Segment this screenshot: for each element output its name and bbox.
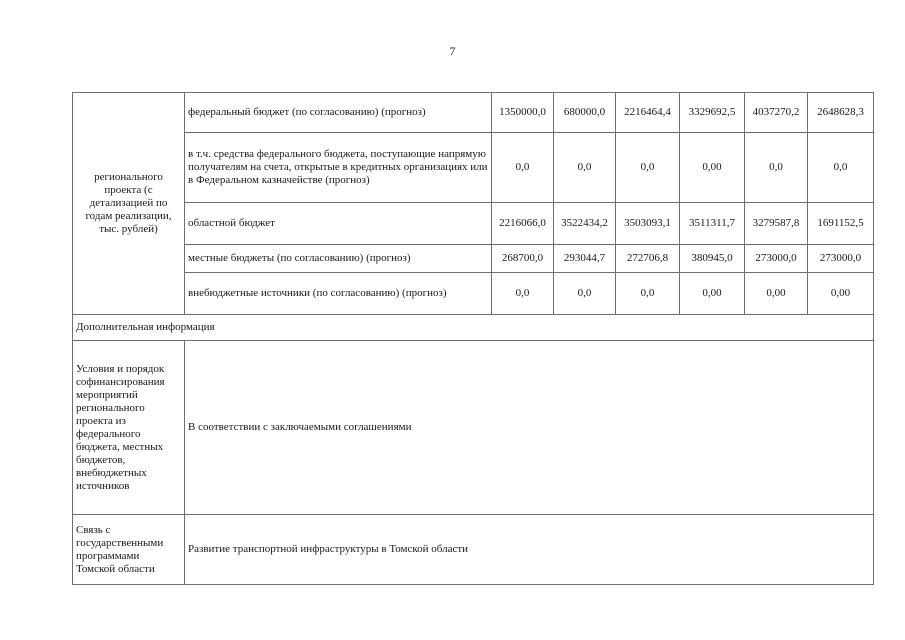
table-row [73, 93, 874, 133]
finance-value: 4037270,2 [745, 93, 808, 133]
finance-value: 3522434,2 [554, 203, 616, 245]
finance-value: 680000,0 [554, 93, 616, 133]
finance-value: 0,00 [680, 133, 745, 203]
table-row [73, 315, 874, 341]
table-row [73, 203, 874, 245]
finance-value: 0,0 [616, 273, 680, 315]
table-row [73, 341, 874, 515]
finance-value: 0,0 [492, 273, 554, 315]
conditions-value: В соответствии с заключаемыми соглашениями [185, 341, 874, 515]
finance-value: 273000,0 [808, 245, 874, 273]
finance-source: в т.ч. средства федерального бюджета, поступающие напрямую получателям на счета, открытые в кредитных организациях или в Федеральном казначействе (прогноз) [185, 133, 492, 203]
finance-value: 0,0 [745, 133, 808, 203]
finance-value: 268700,0 [492, 245, 554, 273]
finance-source: федеральный бюджет (по согласованию) (прогноз) [185, 93, 492, 133]
finance-value: 0,0 [616, 133, 680, 203]
finance-value: 3329692,5 [680, 93, 745, 133]
finance-value: 0,00 [745, 273, 808, 315]
finance-source: областной бюджет [185, 203, 492, 245]
finance-value: 3503093,1 [616, 203, 680, 245]
finance-value: 0,0 [808, 133, 874, 203]
additional-info-header: Дополнительная информация [73, 315, 874, 341]
finance-value: 2648628,3 [808, 93, 874, 133]
conditions-label: Условия и порядок софинансирования мероприятий регионального проекта из федерального бюджета, местных бюджетов, внебюджетных источников [73, 341, 185, 515]
finance-value: 293044,7 [554, 245, 616, 273]
programs-label: Связь с государственными программами Томской области [73, 515, 185, 585]
finance-value: 0,00 [680, 273, 745, 315]
financing-table [72, 92, 874, 585]
finance-value: 0,0 [492, 133, 554, 203]
finance-value: 273000,0 [745, 245, 808, 273]
page-number: 7 [449, 44, 456, 58]
finance-value: 0,0 [554, 133, 616, 203]
table-row [73, 133, 874, 203]
finance-value: 1691152,5 [808, 203, 874, 245]
finance-value: 272706,8 [616, 245, 680, 273]
finance-source: местные бюджеты (по согласованию) (прогноз) [185, 245, 492, 273]
finance-value: 3511311,7 [680, 203, 745, 245]
section-label: регионального проекта (с детализацией по годам реализации, тыс. рублей) [73, 93, 185, 315]
finance-value: 0,00 [808, 273, 874, 315]
finance-value: 2216066,0 [492, 203, 554, 245]
finance-value: 2216464,4 [616, 93, 680, 133]
table-row [73, 515, 874, 585]
finance-value: 380945,0 [680, 245, 745, 273]
table-row [73, 273, 874, 315]
table-row [73, 245, 874, 273]
finance-value: 3279587,8 [745, 203, 808, 245]
finance-source: внебюджетные источники (по согласованию) (прогноз) [185, 273, 492, 315]
programs-value: Развитие транспортной инфраструктуры в Томской области [185, 515, 874, 585]
finance-value: 0,0 [554, 273, 616, 315]
finance-value: 1350000,0 [492, 93, 554, 133]
